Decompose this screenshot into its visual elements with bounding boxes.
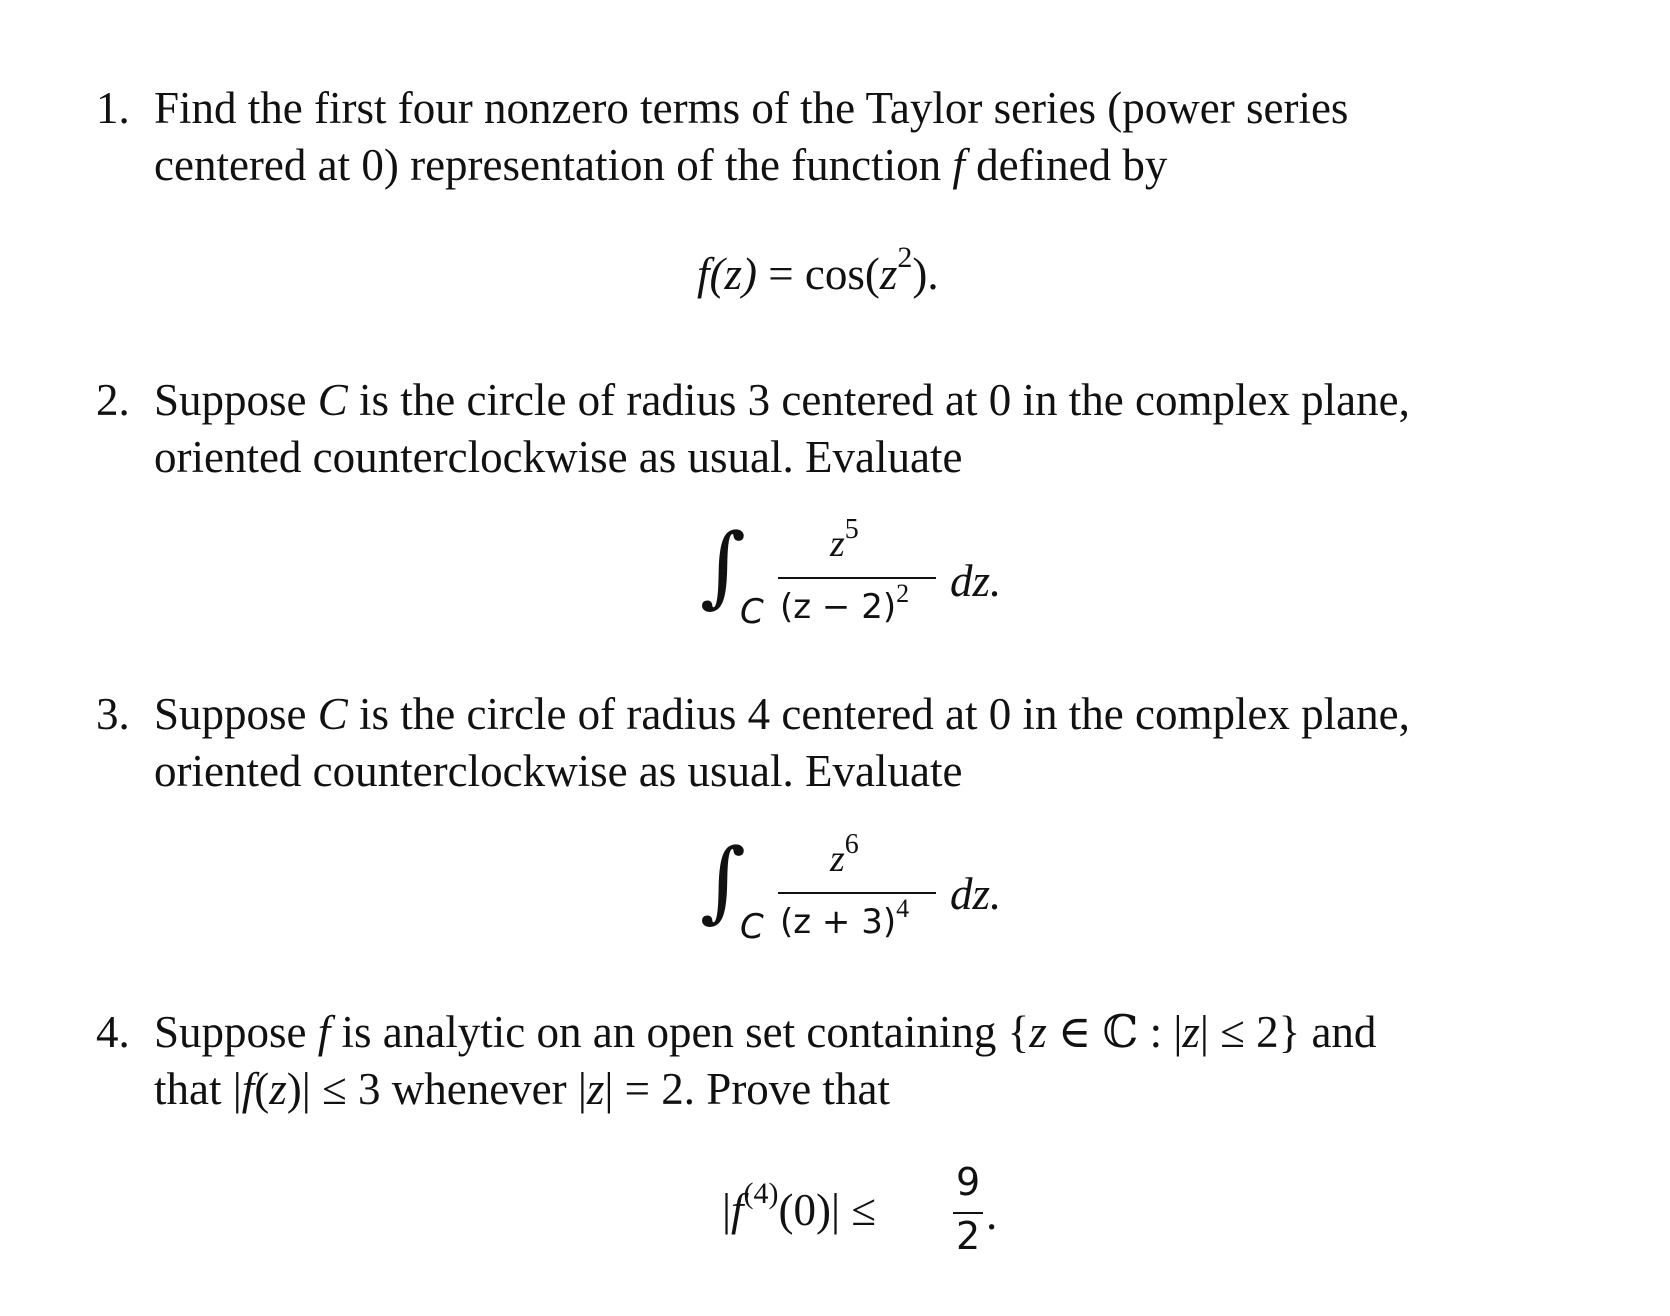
math-var: f [317,1007,331,1057]
math-text: | [722,1185,732,1235]
exponent: 4 [896,894,910,923]
problem-number: 3. [96,689,130,739]
display-equation [697,241,939,299]
exponent: 6 [844,829,859,860]
math-var: f [697,249,710,299]
problem-text [154,80,1594,194]
fraction-numerator [830,829,859,881]
problem-text [154,372,1594,486]
problem-text-line: oriented counterclockwise as usual. Evaluate [154,746,963,796]
fraction-denominator [780,579,910,628]
math-var: z [1029,1007,1047,1057]
problem-number: 4. [96,1007,130,1057]
problem-text-line [154,1061,1594,1118]
display-period: . [986,1189,998,1239]
math-text: (0)| ≤ [778,1185,876,1235]
math-var: z [586,1064,605,1114]
math-text: (z − 2) [780,587,897,627]
fraction-bar [778,577,936,579]
math-var: z [830,523,845,565]
problem-text-line [154,1004,1594,1061]
text-run: )| ≤ 3 whenever | [286,1064,587,1114]
problem-text-line [154,137,1594,194]
problem-text-line [154,372,1594,429]
integral-subscript: C [740,907,764,947]
math-var: f [731,1185,744,1235]
text-run: Suppose [154,375,318,425]
display-inequality [722,1177,876,1235]
fraction-numerator [830,514,859,566]
math-text: = cos( [757,249,880,299]
text-run: centered at 0) representation of the function [154,140,953,190]
text-run: | ≤ 2} and [1199,1007,1377,1057]
fraction-numerator: 9 [956,1160,981,1204]
problem-number: 2. [96,375,130,425]
exponent: 5 [844,514,859,545]
text-run: ∈ ℂ : | [1046,1007,1183,1057]
problem-text-line: oriented counterclockwise as usual. Evaluate [154,432,963,482]
math-var: z [830,838,845,880]
text-run: is the circle of radius 3 centered at 0 in the complex plane, [347,375,1410,425]
fraction-denominator: 2 [956,1214,981,1258]
problem-text [154,1004,1594,1118]
text-run: defined by [964,140,1168,190]
math-var: f [241,1064,255,1114]
exponent: 2 [897,241,913,274]
math-var: z [879,249,898,299]
text-run: Suppose [154,689,318,739]
differential: dz. [950,556,1002,606]
math-var: C [317,375,348,425]
superscript: (4) [743,1177,779,1210]
math-text: ). [912,249,939,299]
fraction-denominator [780,894,910,943]
problem-text [154,686,1594,800]
math-text: (z + 3) [780,902,897,942]
math-var: C [317,689,348,739]
problem-text-line: Find the first four nonzero terms of the Taylor series (power series [154,83,1349,133]
problem-text-line [154,686,1594,743]
problem-number: 1. [96,83,130,133]
text-run: ( [254,1064,270,1114]
math-var: z [269,1064,287,1114]
integral-sign: ∫ [700,829,746,932]
text-run: is the circle of radius 4 centered at 0 in the complex plane, [347,689,1410,739]
math-var: f [952,140,965,190]
text-run: Suppose [154,1007,318,1057]
fraction-bar [778,892,936,894]
exponent: 2 [896,579,910,608]
text-run: that | [154,1064,242,1114]
integral-sign: ∫ [700,514,746,617]
text-run: is analytic on an open set containing { [330,1007,1030,1057]
math-text: (z) [709,249,757,299]
integral-subscript: C [740,592,764,632]
text-run: | = 2. Prove that [604,1064,891,1114]
differential: dz. [950,869,1002,919]
math-var: z [1182,1007,1200,1057]
